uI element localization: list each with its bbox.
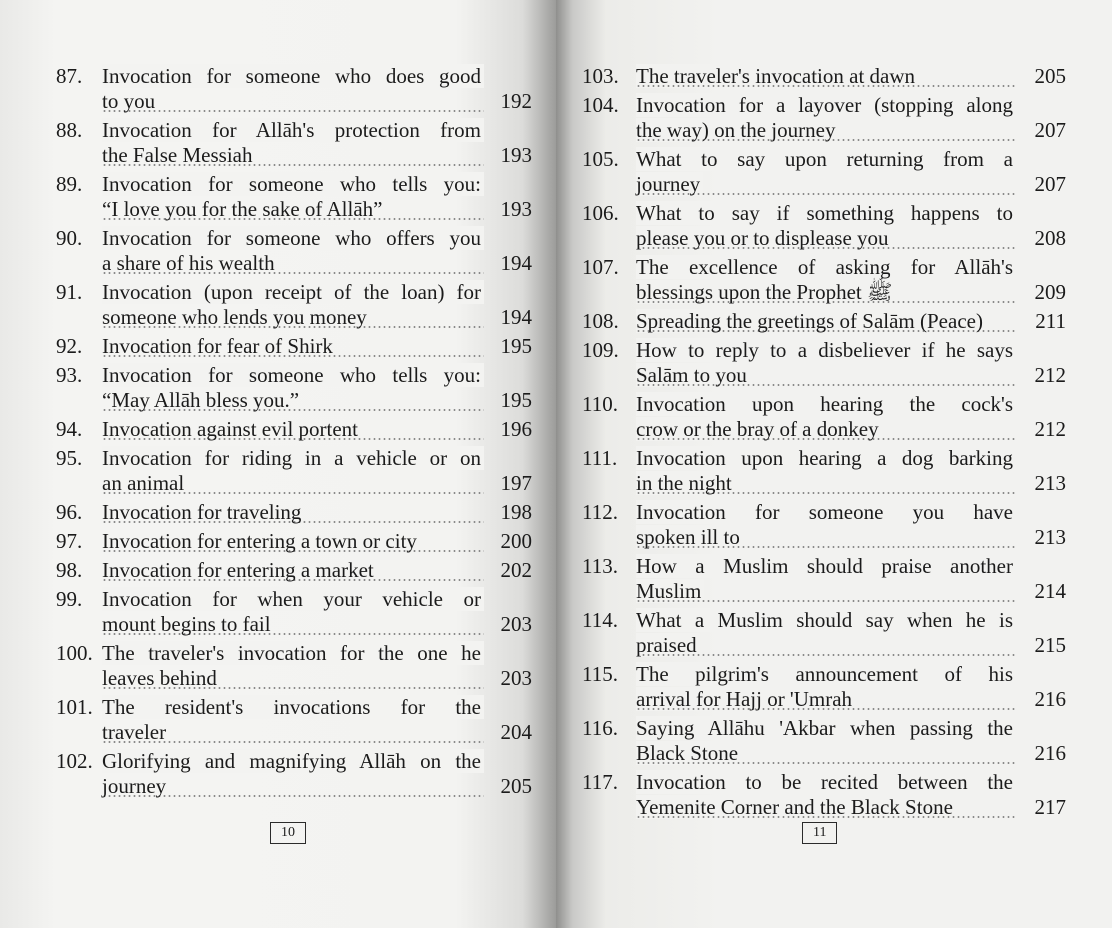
entry-title-text: Saying Allāhu 'Akbar when passing the (636, 716, 1016, 740)
entry-page-number: 212 (1034, 417, 1066, 441)
toc-entry (56, 334, 532, 359)
entry-title (102, 363, 484, 413)
entry-title-text: spoken ill to (636, 525, 743, 549)
left-page-number: 10 (270, 822, 306, 844)
entry-title-line (636, 392, 1016, 417)
entry-title (102, 118, 484, 168)
entry-page-number: 209 (1034, 280, 1066, 304)
entry-number: 108. (582, 309, 619, 333)
entry-page-number: 194 (500, 305, 532, 329)
entry-page-number: 212 (1034, 363, 1066, 387)
entry-title-line (636, 363, 1016, 388)
entry-title-text: Invocation for someone who tells you: (102, 363, 484, 387)
entry-title-text: an animal (102, 471, 187, 495)
entry-title-text: the False Messiah (102, 143, 255, 167)
entry-number: 87. (56, 64, 83, 88)
toc-entry (582, 64, 1066, 89)
entry-title-text: Invocation against evil portent (102, 417, 361, 441)
entry-page-number: 215 (1034, 633, 1066, 657)
entry-title-text: traveler (102, 720, 169, 744)
entry-title (102, 417, 484, 442)
entry-title-line (636, 201, 1016, 226)
entry-title-text: the way) on the journey (636, 118, 838, 142)
entry-title-text: Invocation for riding in a vehicle or on (102, 446, 484, 470)
entry-title (636, 662, 1016, 712)
entry-title-line (102, 197, 484, 222)
toc-entry (582, 716, 1066, 766)
entry-title (636, 554, 1016, 604)
entry-title-text: Invocation for a layover (stopping along (636, 93, 1016, 117)
entry-title-text: The traveler's invocation at dawn (636, 64, 918, 88)
entry-page-number: 217 (1034, 795, 1066, 819)
entry-title-line (636, 716, 1016, 741)
entry-number: 97. (56, 529, 83, 553)
entry-title-line (636, 525, 1016, 550)
entry-page-number: 193 (500, 143, 532, 167)
entry-number: 109. (582, 338, 619, 362)
entry-title-text: “May Allāh bless you.” (102, 388, 302, 412)
entry-page-number: 195 (500, 388, 532, 412)
entry-title-line (636, 417, 1016, 442)
entry-title (102, 641, 484, 691)
entry-page-number: 213 (1034, 525, 1066, 549)
entry-title (102, 587, 484, 637)
toc-entry (56, 529, 532, 554)
entry-title-text: to you (102, 89, 158, 113)
entry-title-text: Glorifying and magnifying Allāh on the (102, 749, 484, 773)
toc-entry (56, 172, 532, 222)
entry-title-line (636, 741, 1016, 766)
entry-title (636, 201, 1016, 251)
entry-title-line (636, 172, 1016, 197)
entry-title (636, 446, 1016, 496)
entry-title-text: Invocation to be recited between the (636, 770, 1016, 794)
entry-title-text: Muslim (636, 579, 704, 603)
entry-title-line (102, 251, 484, 276)
toc-entry (582, 662, 1066, 712)
toc-entry (56, 64, 532, 114)
entry-page-number: 198 (500, 500, 532, 524)
entry-title-text: Black Stone (636, 741, 741, 765)
toc-entry (56, 500, 532, 525)
entry-page-number: 203 (500, 612, 532, 636)
entry-title-line (102, 388, 484, 413)
entry-title-text: Invocation (upon receipt of the loan) for (102, 280, 484, 304)
entry-title-text: leaves behind (102, 666, 220, 690)
entry-title (636, 255, 1016, 305)
entry-title (636, 716, 1016, 766)
entry-title-text: in the night (636, 471, 735, 495)
entry-title-text: Salām to you (636, 363, 750, 387)
entry-number: 88. (56, 118, 83, 142)
entry-title-line (102, 587, 484, 612)
entry-title-text: How a Muslim should praise another (636, 554, 1016, 578)
entry-title-line (102, 666, 484, 691)
entry-page-number: 200 (500, 529, 532, 553)
entry-title-line (102, 529, 484, 554)
entry-title-text: blessings upon the Prophet ﷺ (636, 280, 895, 304)
entry-title-text: someone who lends you money (102, 305, 370, 329)
entry-title (102, 280, 484, 330)
entry-title-line (636, 687, 1016, 712)
entry-title-text: Invocation for fear of Shirk (102, 334, 336, 358)
entry-page-number: 207 (1034, 118, 1066, 142)
toc-entry (582, 338, 1066, 388)
entry-page-number: 216 (1034, 687, 1066, 711)
entry-title-line (636, 64, 1016, 89)
entry-number: 101. (56, 695, 93, 719)
entry-title (102, 172, 484, 222)
entry-number: 113. (582, 554, 618, 578)
entry-title-line (636, 93, 1016, 118)
entry-title-text: The traveler's invocation for the one he (102, 641, 484, 665)
entry-title-line (636, 471, 1016, 496)
toc-entry (56, 749, 532, 799)
entry-page-number: 197 (500, 471, 532, 495)
entry-page-number: 196 (500, 417, 532, 441)
toc-entry (56, 641, 532, 691)
entry-number: 93. (56, 363, 83, 387)
entry-title-line (102, 64, 484, 89)
entry-title-text: Yemenite Corner and the Black Stone (636, 795, 956, 819)
entry-title-text: The resident's invocations for the (102, 695, 484, 719)
entry-page-number: 205 (500, 774, 532, 798)
entry-title-line (102, 334, 484, 359)
entry-title-line (102, 774, 484, 799)
entry-title-text: The pilgrim's announcement of his (636, 662, 1016, 686)
entry-number: 100. (56, 641, 93, 665)
entry-title-line (102, 280, 484, 305)
entry-title-text: please you or to displease you (636, 226, 892, 250)
entry-title (102, 749, 484, 799)
entry-number: 116. (582, 716, 618, 740)
entry-number: 107. (582, 255, 619, 279)
entry-number: 112. (582, 500, 618, 524)
entry-title-text: arrival for Hajj or 'Umrah (636, 687, 855, 711)
toc-entry (56, 417, 532, 442)
entry-title-text: journey (636, 172, 703, 196)
entry-title (636, 64, 1016, 89)
entry-title-text: Invocation for someone you have (636, 500, 1016, 524)
entry-title-line (636, 662, 1016, 687)
toc-entry (582, 554, 1066, 604)
toc-entry (56, 446, 532, 496)
entry-title-text: journey (102, 774, 169, 798)
toc-entry (582, 255, 1066, 305)
entry-title-line (636, 795, 1016, 820)
entry-title-line (102, 226, 484, 251)
entry-page-number: 211 (1035, 309, 1066, 333)
entry-number: 91. (56, 280, 83, 304)
entry-title (102, 529, 484, 554)
entry-title-text: Invocation for when your vehicle or (102, 587, 484, 611)
right-page (556, 0, 1112, 928)
entry-title-text: What to say upon returning from a (636, 147, 1016, 171)
entry-title-text: Invocation upon hearing the cock's (636, 392, 1016, 416)
entry-title-line (636, 118, 1016, 143)
entry-title-text: praised (636, 633, 700, 657)
toc-entry (582, 770, 1066, 820)
entry-title (636, 93, 1016, 143)
entry-title-line (636, 147, 1016, 172)
entry-number: 105. (582, 147, 619, 171)
entry-title-line (102, 720, 484, 745)
entry-title-line (102, 695, 484, 720)
entry-number: 94. (56, 417, 83, 441)
toc-entry (56, 118, 532, 168)
entry-page-number: 207 (1034, 172, 1066, 196)
entry-title (636, 770, 1016, 820)
entry-title (636, 500, 1016, 550)
toc-entry (56, 280, 532, 330)
entry-title-line (102, 143, 484, 168)
toc-entry (582, 147, 1066, 197)
entry-title-line (102, 417, 484, 442)
entry-title-line (636, 226, 1016, 251)
entry-title-text: What a Muslim should say when he is (636, 608, 1016, 632)
entry-page-number: 194 (500, 251, 532, 275)
entry-title-line (102, 471, 484, 496)
entry-title-line (636, 554, 1016, 579)
entry-title-line (102, 118, 484, 143)
entry-title-line (636, 633, 1016, 658)
entry-title (636, 147, 1016, 197)
toc-entry (56, 587, 532, 637)
left-toc-list (56, 64, 532, 803)
entry-number: 114. (582, 608, 618, 632)
entry-title-line (636, 579, 1016, 604)
entry-title-text: mount begins to fail (102, 612, 274, 636)
toc-entry (56, 558, 532, 583)
toc-entry (56, 363, 532, 413)
entry-page-number: 193 (500, 197, 532, 221)
entry-title-line (102, 305, 484, 330)
entry-number: 95. (56, 446, 83, 470)
entry-title-text: Invocation for someone who tells you: (102, 172, 484, 196)
entry-title (636, 392, 1016, 442)
entry-title-text: Invocation for someone who offers you (102, 226, 484, 250)
entry-number: 96. (56, 500, 83, 524)
entry-title (102, 334, 484, 359)
entry-title (102, 500, 484, 525)
entry-number: 98. (56, 558, 83, 582)
toc-entry (56, 695, 532, 745)
entry-title-line (102, 363, 484, 388)
entry-number: 117. (582, 770, 618, 794)
entry-title-text: What to say if something happens to (636, 201, 1016, 225)
entry-title-text: Invocation for entering a market (102, 558, 377, 582)
toc-entry (582, 500, 1066, 550)
entry-title (102, 446, 484, 496)
entry-title (102, 64, 484, 114)
entry-page-number: 213 (1034, 471, 1066, 495)
entry-number: 106. (582, 201, 619, 225)
entry-number: 89. (56, 172, 83, 196)
entry-title-line (636, 338, 1016, 363)
entry-title-line (102, 500, 484, 525)
entry-number: 115. (582, 662, 618, 686)
entry-title (102, 558, 484, 583)
entry-title-line (102, 612, 484, 637)
entry-title-line (636, 309, 1016, 334)
entry-title-line (102, 172, 484, 197)
entry-title (102, 226, 484, 276)
entry-title (636, 309, 1016, 334)
entry-title (102, 695, 484, 745)
entry-number: 110. (582, 392, 618, 416)
entry-title-line (102, 641, 484, 666)
entry-title (636, 338, 1016, 388)
toc-entry (582, 392, 1066, 442)
entry-title (636, 608, 1016, 658)
entry-title-text: crow or the bray of a donkey (636, 417, 882, 441)
entry-page-number: 195 (500, 334, 532, 358)
entry-number: 104. (582, 93, 619, 117)
entry-title-text: Spreading the greetings of Salām (Peace) (636, 309, 986, 333)
entry-title-text: Invocation upon hearing a dog barking (636, 446, 1016, 470)
toc-entry (582, 608, 1066, 658)
entry-page-number: 216 (1034, 741, 1066, 765)
entry-title-text: Invocation for traveling (102, 500, 304, 524)
toc-entry (582, 93, 1066, 143)
entry-number: 90. (56, 226, 83, 250)
entry-number: 99. (56, 587, 83, 611)
entry-page-number: 205 (1034, 64, 1066, 88)
entry-title-text: “I love you for the sake of Allāh” (102, 197, 386, 221)
entry-title-text: How to reply to a disbeliever if he says (636, 338, 1016, 362)
entry-title-line (102, 558, 484, 583)
entry-number: 103. (582, 64, 619, 88)
entry-title-text: Invocation for entering a town or city (102, 529, 420, 553)
entry-number: 111. (582, 446, 618, 470)
entry-page-number: 192 (500, 89, 532, 113)
entry-page-number: 204 (500, 720, 532, 744)
entry-title-line (636, 280, 1016, 305)
entry-title-line (636, 255, 1016, 280)
entry-title-line (102, 446, 484, 471)
entry-number: 102. (56, 749, 93, 773)
right-toc-list (582, 64, 1066, 824)
entry-page-number: 208 (1034, 226, 1066, 250)
entry-title-text: Invocation for Allāh's protection from (102, 118, 484, 142)
entry-title-line (636, 500, 1016, 525)
entry-title-text: a share of his wealth (102, 251, 278, 275)
entry-title-line (636, 770, 1016, 795)
entry-number: 92. (56, 334, 83, 358)
entry-title-line (636, 446, 1016, 471)
right-page-number: 11 (802, 822, 837, 844)
entry-title-line (636, 608, 1016, 633)
toc-entry (56, 226, 532, 276)
entry-page-number: 202 (500, 558, 532, 582)
toc-entry (582, 446, 1066, 496)
entry-title-line (102, 89, 484, 114)
toc-entry (582, 201, 1066, 251)
toc-entry (582, 309, 1066, 334)
entry-title-line (102, 749, 484, 774)
entry-title-text: Invocation for someone who does good (102, 64, 484, 88)
entry-page-number: 203 (500, 666, 532, 690)
entry-title-text: The excellence of asking for Allāh's (636, 255, 1016, 279)
entry-page-number: 214 (1034, 579, 1066, 603)
